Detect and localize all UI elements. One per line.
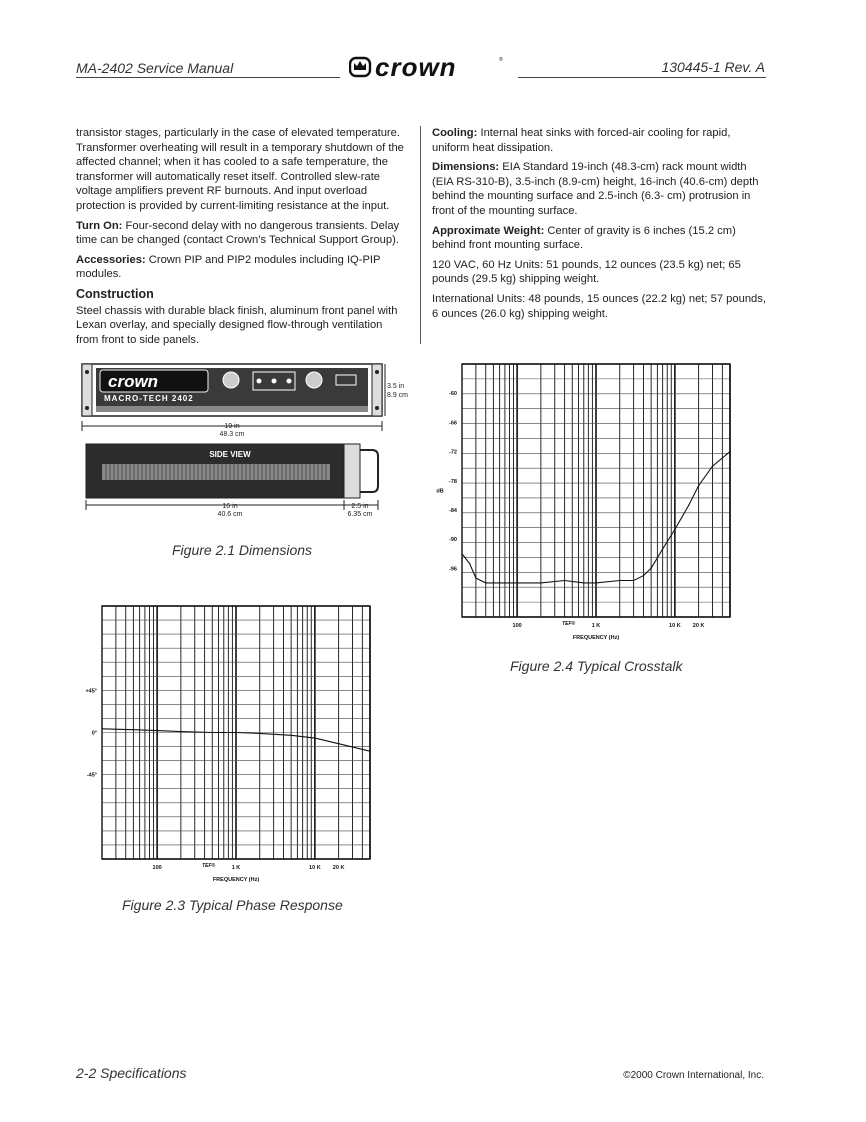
data-point — [619, 580, 620, 581]
knob-left-icon — [223, 372, 239, 388]
dimensions-drawing — [78, 358, 410, 522]
dimensions-paragraph: Dimensions: EIA Standard 19-inch (48.3-cm) rack mount width (EIA RS-310-B), 3.5-inch (8.9-cm) height, 16-inch (40.6-cm) depth behind the mounting surface and 2.5-inch (6.3- cm) protrusion in front of the mounting surface. — [432, 161, 759, 217]
y-tick-label: -45° — [86, 772, 97, 779]
y-tick-label: -84 — [449, 507, 457, 514]
tef-logo-label: TEF® — [562, 621, 576, 627]
data-point — [461, 553, 462, 554]
data-point — [688, 504, 689, 505]
data-point — [712, 466, 713, 467]
front-crown-logo: crown — [108, 372, 159, 391]
data-point — [662, 548, 663, 549]
header-rule-right — [518, 77, 766, 78]
side-view-label: SIDE VIEW — [209, 450, 251, 459]
data-point — [475, 577, 476, 578]
us-units-paragraph: 120 VAC, 60 Hz Units: 51 pounds, 12 ounces (23.5 kg) net; 65 pounds (29.5 kg) shipping weight. — [432, 258, 741, 286]
depth-in-label: 16 in — [222, 503, 238, 510]
data-point — [674, 529, 675, 530]
data-point — [643, 575, 644, 576]
intl-units-paragraph: International Units: 48 pounds, 15 ounces (22.2 kg) net; 57 pounds, 6 ounces (26.0 kg) shipping weight. — [432, 292, 766, 320]
x-tick-label: 1 K — [591, 623, 601, 629]
protrusion-in-label: 2.5 in — [351, 503, 369, 510]
header-doc-number: 130445-1 Rev. A — [661, 59, 765, 75]
tef-logo-label: TEF® — [202, 863, 216, 869]
turn-on-paragraph: Turn On: Four-second delay with no dangerous transients. Delay time can be changed (contact Crown’s Technical Support Group). — [76, 219, 400, 247]
data-point — [369, 751, 370, 752]
data-point — [485, 582, 486, 583]
data-point — [633, 580, 634, 581]
data-point — [517, 582, 518, 583]
figure-2-1-caption: Figure 2.1 Dimensions — [172, 542, 313, 558]
footer-copyright: ©2000 Crown International, Inc. — [623, 1070, 764, 1081]
data-point — [101, 728, 102, 729]
x-tick-label: 10 K — [309, 865, 321, 871]
y-tick-label: -78 — [449, 478, 457, 485]
data-point — [499, 582, 500, 583]
x-tick-label: 100 — [152, 865, 162, 871]
data-point — [469, 563, 470, 564]
x-tick-label: 10 K — [669, 623, 681, 629]
y-tick-label: 0° — [91, 730, 97, 737]
x-axis-label: FREQUENCY (Hz) — [212, 877, 260, 883]
left-text-column — [76, 126, 404, 352]
y-tick-label: -90 — [449, 537, 457, 544]
protrusion-cm-label: 6.35 cm — [347, 511, 373, 518]
crown-logo-wordmark: crown — [375, 55, 457, 81]
side-vent-grille — [102, 464, 330, 480]
overheating-paragraph: transistor stages, particularly in the case of elevated temperature. Transformer overheating will result in a temporary shutdown of the affected channel; when it has cooled to a safe temperature, the transformer will automatically reset itself. Controlled slew-rate voltage amplifiers prevent RF burnouts. And input overload protection is provided by current-limiting resistance at the input. — [76, 127, 404, 212]
data-point — [338, 743, 339, 744]
phase-response-chart — [70, 600, 390, 890]
y-axis-label: dB — [436, 488, 444, 495]
x-tick-label: 1 K — [231, 865, 241, 871]
data-point — [698, 485, 699, 486]
data-point — [729, 451, 730, 452]
y-tick-label: +45° — [85, 688, 97, 695]
crosstalk-chart — [426, 356, 746, 646]
weight-paragraph: Approximate Weight: Center of gravity is 6 inches (15.2 cm) behind front mounting surface. — [432, 224, 736, 252]
figure-2-4-caption: Figure 2.4 Typical Crosstalk — [510, 658, 683, 674]
data-point — [212, 732, 213, 733]
x-tick-label: 20 K — [332, 865, 345, 871]
data-point — [133, 729, 134, 730]
construction-heading: Construction — [76, 286, 154, 301]
data-point — [564, 580, 565, 581]
handle-icon — [360, 450, 378, 492]
data-point — [157, 730, 158, 731]
height-in-label: 3.5 in — [387, 383, 405, 390]
header-rule-left — [76, 77, 340, 78]
crown-logo — [349, 55, 505, 81]
x-axis-label: FREQUENCY (Hz) — [572, 635, 620, 641]
x-tick-label: 20 K — [692, 623, 705, 629]
chart-grid — [462, 364, 730, 617]
y-tick-label: -72 — [449, 449, 457, 456]
width-in-label: 19 in — [224, 423, 240, 430]
svg-text:®: ® — [499, 57, 503, 63]
right-text-column — [432, 126, 768, 326]
data-point — [235, 732, 236, 733]
crown-icon — [354, 61, 366, 70]
column-divider — [420, 126, 421, 344]
cooling-paragraph: Cooling: Internal heat sinks with forced-air cooling for rapid, uniform heat dissipation. — [432, 127, 731, 154]
knob-right-icon — [306, 372, 322, 388]
depth-cm-label: 40.6 cm — [217, 511, 243, 518]
header-manual-title: MA-2402 Service Manual — [76, 60, 234, 76]
construction-paragraph: Steel chassis with durable black finish, aluminum front panel with Lexan overlay, and specially designed flow-through ventilation from front to side panels. — [76, 304, 398, 346]
accessories-paragraph: Accessories: Crown PIP and PIP2 modules including IQ-PIP modules. — [76, 253, 381, 281]
data-point — [583, 582, 584, 583]
figure-2-3-caption: Figure 2.3 Typical Phase Response — [122, 897, 343, 913]
side-front-panel — [344, 444, 360, 498]
data-point — [259, 733, 260, 734]
width-cm-label: 48.3 cm — [219, 431, 245, 438]
y-tick-label: -66 — [449, 420, 457, 427]
y-tick-label: -60 — [449, 391, 457, 398]
height-cm-label: 8.9 cm — [387, 392, 409, 399]
front-model-label: MACRO-TECH 2402 — [104, 394, 194, 403]
data-point — [180, 731, 181, 732]
x-tick-label: 100 — [512, 623, 522, 629]
y-tick-label: -96 — [449, 566, 457, 573]
data-point — [595, 582, 596, 583]
data-point — [651, 568, 652, 569]
data-point — [540, 582, 541, 583]
data-point — [314, 738, 315, 739]
footer-section: 2-2 Specifications — [76, 1065, 187, 1081]
data-point — [291, 735, 292, 736]
